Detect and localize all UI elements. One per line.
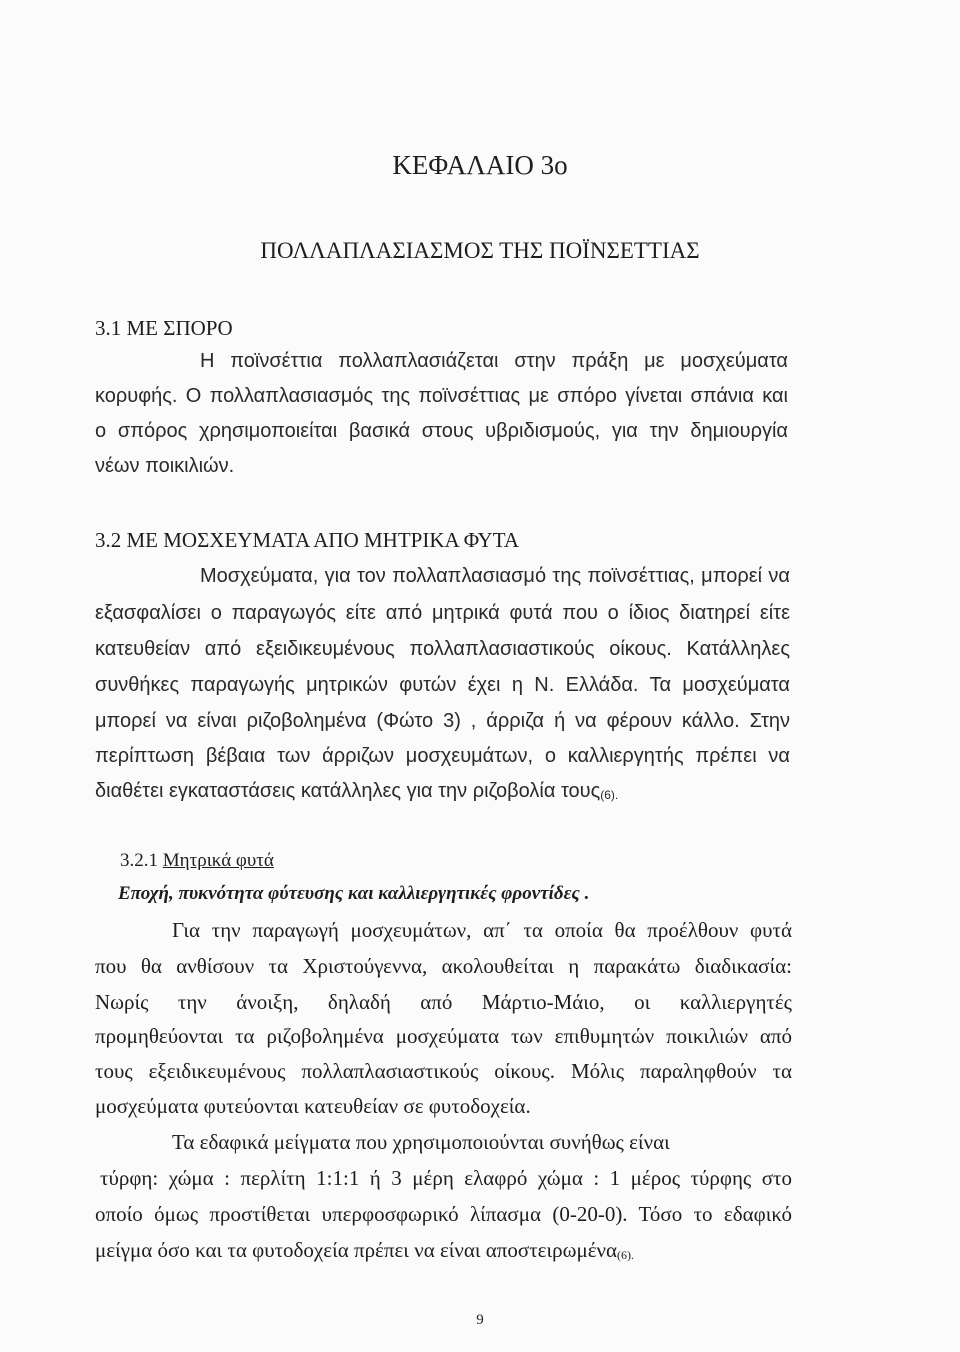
section-heading-3-1: 3.1 ΜΕ ΣΠΟΡΟ (95, 316, 233, 340)
subheading: Εποχή, πυκνότητα φύτευσης και καλλιεργητικές φροντίδες . (118, 883, 590, 904)
section-heading-3-2: 3.2 ΜΕ ΜΟΣΧΕΥΜΑΤΑ ΑΠΟ ΜΗΤΡΙΚΑ ΦΥΤΑ (95, 528, 519, 552)
chapter-subtitle: ΠΟΛΛΑΠΛΑΣΙΑΣΜΟΣ ΤΗΣ ΠΟΪΝΣΕΤΤΙΑΣ (260, 238, 700, 263)
paragraph-line: συνθήκες παραγωγής μητρικών φυτών έχει η Ν. Ελλάδα. Τα μοσχεύματα (95, 674, 790, 696)
paragraph-line: που θα ανθίσουν τα Χριστούγεννα, ακολουθείται η παρακάτω διαδικασία: (95, 954, 792, 978)
paragraph-line: περίπτωση βέβαια των άρριζων μοσχευμάτων, ο καλλιεργητής πρέπει να (95, 745, 790, 767)
paragraph-line: οποίο όμως προστίθεται υπερφοσφωρικό λίπασμα (0-20-0). Τόσο το εδαφικό (95, 1202, 792, 1226)
paragraph-line: Για την παραγωγή μοσχευμάτων, απ΄ τα οποία θα προέλθουν φυτά (172, 918, 792, 942)
paragraph-text: διαθέτει εγκαταστάσεις κατάλληλες για την ριζοβολία τους (95, 780, 601, 802)
paragraph-line: Νωρίς την άνοιξη, δηλαδή από Μάρτιο-Μάιο, οι καλλιεργητές (95, 990, 792, 1014)
paragraph-text: μείγμα όσο και τα φυτοδοχεία πρέπει να είναι αποστειρωμένα (95, 1238, 618, 1262)
paragraph-line: εξασφαλίσει ο παραγωγός είτε από μητρικά φυτά που ο ίδιος διατηρεί είτε (95, 602, 790, 624)
paragraph-line: τύρφη: χώμα : περλίτη 1:1:1 ή 3 μέρη ελαφρό χώμα : 1 μέρος τύρφης στο (100, 1166, 792, 1190)
citation-ref: (6). (617, 1248, 635, 1262)
paragraph-line: ο σπόρος χρησιμοποιείται βασικά στους υβριδισμούς, για την δημιουργία (95, 420, 788, 442)
paragraph-line: Μοσχεύματα, για τον πολλαπλασιασμό της ποϊνσέττιας, μπορεί να (200, 565, 790, 587)
paragraph-line: Τα εδαφικά μείγματα που χρησιμοποιούνται συνήθως είναι (172, 1130, 670, 1154)
citation-ref: (6). (600, 788, 619, 802)
section-number: 3.2.1 (120, 850, 158, 871)
section-title: Μητρικά φυτά (162, 850, 274, 871)
paragraph-line: κορυφής. Ο πολλαπλασιασμός της ποϊνσέττιας με σπόρο γίνεται σπάνια και (95, 385, 788, 407)
paragraph-line: νέων ποικιλιών. (95, 455, 235, 477)
paragraph-line: τους εξειδικευμένους πολλαπλασιαστικούς οίκους. Μόλις παραληφθούν τα (95, 1059, 792, 1083)
paragraph-line (95, 780, 618, 803)
paragraph-line (95, 1238, 634, 1263)
paragraph-line: προμηθεύονται τα ριζοβολημένα μοσχεύματα των επιθυμητών ποικιλιών από (95, 1024, 792, 1048)
chapter-title: ΚΕΦΑΛΑΙΟ 3ο (392, 150, 568, 180)
paragraph-line: μπορεί να είναι ριζοβολημένα (Φώτο 3) , άρριζα ή να φέρουν κάλλο. Στην (95, 710, 790, 732)
paragraph-line: κατευθείαν από εξειδικευμένους πολλαπλασιαστικούς οίκους. Κατάλληλες (95, 638, 790, 660)
paragraph-line: μοσχεύματα φυτεύονται κατευθείαν σε φυτοδοχεία. (95, 1094, 531, 1118)
section-heading-3-2-1 (120, 850, 274, 872)
paragraph-line: Η ποϊνσέττια πολλαπλασιάζεται στην πράξη με μοσχεύματα (200, 350, 788, 372)
page-number: 9 (476, 1312, 484, 1328)
